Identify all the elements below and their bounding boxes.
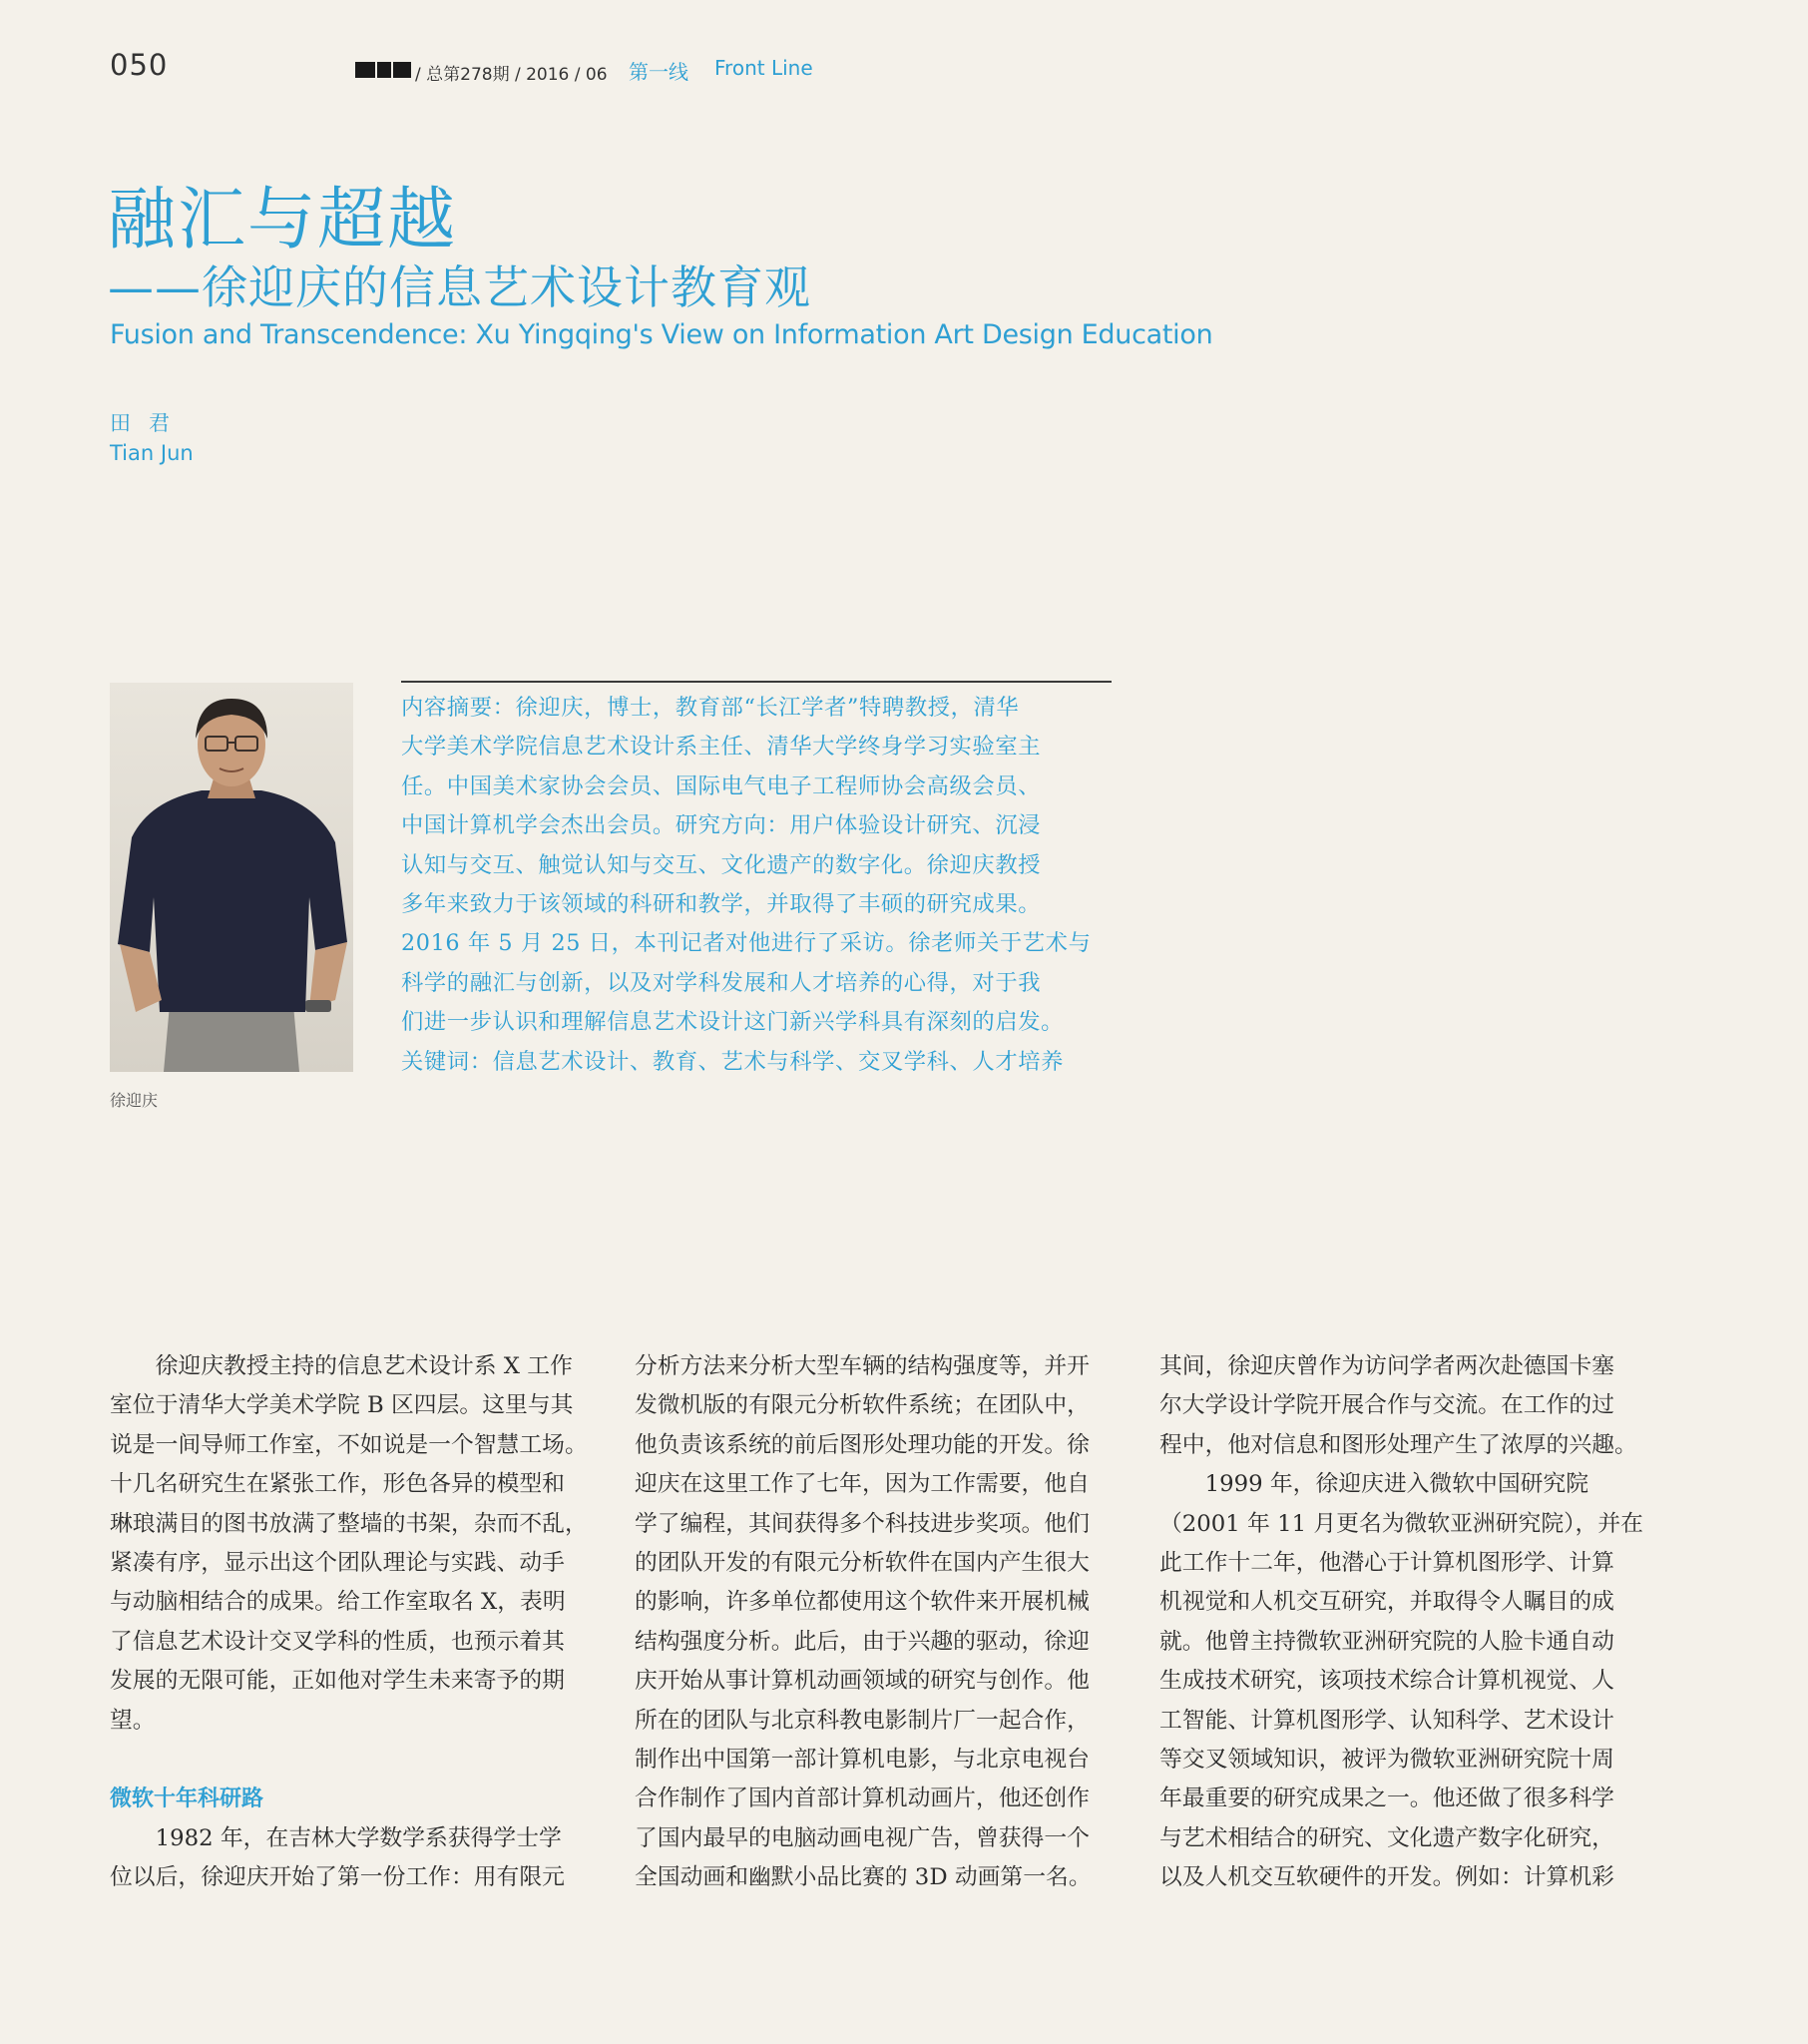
body-line: 了信息艺术设计交叉学科的性质，也预示着其 [110, 1628, 565, 1655]
body-line: 徐迎庆教授主持的信息艺术设计系 X 工作 [110, 1353, 573, 1379]
issue-info: / 总第278期 / 2016 / 06 [415, 65, 608, 85]
body-line: 此工作十二年，他潜心于计算机图形学、计算 [1159, 1550, 1614, 1577]
section-heading: 微软十年科研路 [110, 1787, 264, 1812]
abstract-line: 大学美术学院信息艺术设计系主任、清华大学终身学习实验室主 [401, 734, 1042, 761]
abstract-line: 任。中国美术家协会会员、国际电气电子工程师协会高级会员、 [401, 772, 1042, 799]
body-line: 1999 年，徐迎庆进入微软中国研究院 [1159, 1471, 1589, 1498]
abstract-line: 内容摘要：徐迎庆，博士，教育部“长江学者”特聘教授，清华 [401, 695, 1020, 721]
body-line: 分析方法来分析大型车辆的结构强度等，并开 [635, 1353, 1090, 1379]
body-line: 琳琅满目的图书放满了整墙的书架，杂而不乱， [110, 1510, 588, 1537]
body-line: 合作制作了国内首部计算机动画片，他还创作 [635, 1786, 1090, 1812]
article-title: 融汇与超越 [108, 181, 458, 259]
body-line: 生成技术研究，该项技术综合计算机视觉、人 [1159, 1668, 1614, 1695]
body-line: 与艺术相结合的研究、文化遗产数字化研究， [1159, 1824, 1614, 1851]
body-line: 工智能、计算机图形学、认知科学、艺术设计 [1159, 1707, 1614, 1734]
journal-logo [355, 62, 413, 78]
body-line: 室位于清华大学美术学院 B 区四层。这里与其 [110, 1392, 574, 1419]
body-line: 全国动画和幽默小品比赛的 3D 动画第一名。 [635, 1864, 1092, 1891]
abstract-line: 科学的融汇与创新，以及对学科发展和人才培养的心得，对于我 [401, 969, 1042, 996]
body-line: 1982 年，在吉林大学数学系获得学士学 [110, 1824, 562, 1851]
body-column-1 [110, 1347, 589, 1898]
abstract-line: 认知与交互、触觉认知与交互、文化遗产的数字化。徐迎庆教授 [401, 851, 1042, 878]
section-label-cn: 第一线 [629, 60, 688, 84]
body-line: 庆开始从事计算机动画领域的研究与创作。他 [635, 1668, 1090, 1695]
body-line: 发展的无限可能，正如他对学生未来寄予的期 [110, 1668, 565, 1695]
body-line: 年最重要的研究成果之一。他还做了很多科学 [1159, 1786, 1614, 1812]
body-line: 所在的团队与北京科教电影制片厂一起合作， [635, 1707, 1090, 1734]
article-title-en: Fusion and Transcendence: Xu Yingqing's View on Information Art Design Education [110, 319, 1213, 350]
body-line: 尔大学设计学院开展合作与交流。在工作的过 [1159, 1392, 1614, 1419]
body-line: 说是一间导师工作室，不如说是一个智慧工场。 [110, 1431, 588, 1458]
body-line: 位以后，徐迎庆开始了第一份工作：用有限元 [110, 1864, 565, 1891]
photo-caption: 徐迎庆 [110, 1091, 159, 1110]
body-line: 的影响，许多单位都使用这个软件来开展机械 [635, 1589, 1090, 1616]
body-column-2 [635, 1347, 1114, 1898]
abstract-line: 中国计算机学会杰出会员。研究方向：用户体验设计研究、沉浸 [401, 812, 1042, 839]
body-line: 了国内最早的电脑动画电视广告，曾获得一个 [635, 1824, 1090, 1851]
abstract-top-rule [401, 681, 1112, 683]
body-column-3 [1159, 1347, 1643, 1898]
abstract-line: 们进一步认识和理解信息艺术设计这门新兴学科具有深刻的启发。 [401, 1009, 1065, 1036]
body-line: 十几名研究生在紧张工作，形色各异的模型和 [110, 1471, 565, 1498]
body-line: 迎庆在这里工作了七年，因为工作需要，他自 [635, 1471, 1090, 1498]
body-line: 与动脑相结合的成果。给工作室取名 X，表明 [110, 1589, 566, 1616]
body-line: 机视觉和人机交互研究，并取得令人瞩目的成 [1159, 1589, 1614, 1616]
article-subtitle: ——徐迎庆的信息艺术设计教育观 [108, 260, 811, 314]
page-number: 050 [110, 48, 169, 82]
body-line: 制作出中国第一部计算机电影，与北京电视台 [635, 1747, 1090, 1774]
body-line: 的团队开发的有限元分析软件在国内产生很大 [635, 1550, 1090, 1577]
body-line: 就。他曾主持微软亚洲研究院的人脸卡通自动 [1159, 1628, 1614, 1655]
body-line: 发微机版的有限元分析软件系统；在团队中， [635, 1392, 1090, 1419]
abstract [401, 689, 1112, 1082]
body-line: 结构强度分析。此后，由于兴趣的驱动，徐迎 [635, 1628, 1090, 1655]
portrait-illustration [110, 683, 353, 1072]
body-line: 紧凑有序，显示出这个团队理论与实践、动手 [110, 1550, 565, 1577]
abstract-line: 多年来致力于该领域的科研和教学，并取得了丰硕的研究成果。 [401, 891, 1042, 918]
body-line: 其间，徐迎庆曾作为访问学者两次赴德国卡塞 [1159, 1353, 1614, 1379]
abstract-line: 2016 年 5 月 25 日，本刊记者对他进行了采访。徐老师关于艺术与 [401, 930, 1092, 957]
keywords-line: 关键词：信息艺术设计、教育、艺术与科学、交叉学科、人才培养 [401, 1048, 1065, 1075]
author-name-cn: 田君 [110, 411, 188, 435]
section-label-en: Front Line [714, 56, 813, 80]
body-line: 等交叉领域知识，被评为微软亚洲研究院十周 [1159, 1747, 1614, 1774]
portrait-photo [110, 683, 353, 1072]
author-name-en: Tian Jun [110, 441, 194, 465]
body-line: 学了编程，其间获得多个科技进步奖项。他们 [635, 1510, 1090, 1537]
body-line: （2001 年 11 月更名为微软亚洲研究院），并在 [1159, 1510, 1643, 1537]
body-line: 以及人机交互软硬件的开发。例如：计算机彩 [1159, 1864, 1614, 1891]
body-line: 望。 [110, 1707, 156, 1734]
body-line: 他负责该系统的前后图形处理功能的开发。徐 [635, 1431, 1090, 1458]
body-line: 程中，他对信息和图形处理产生了浓厚的兴趣。 [1159, 1431, 1637, 1458]
